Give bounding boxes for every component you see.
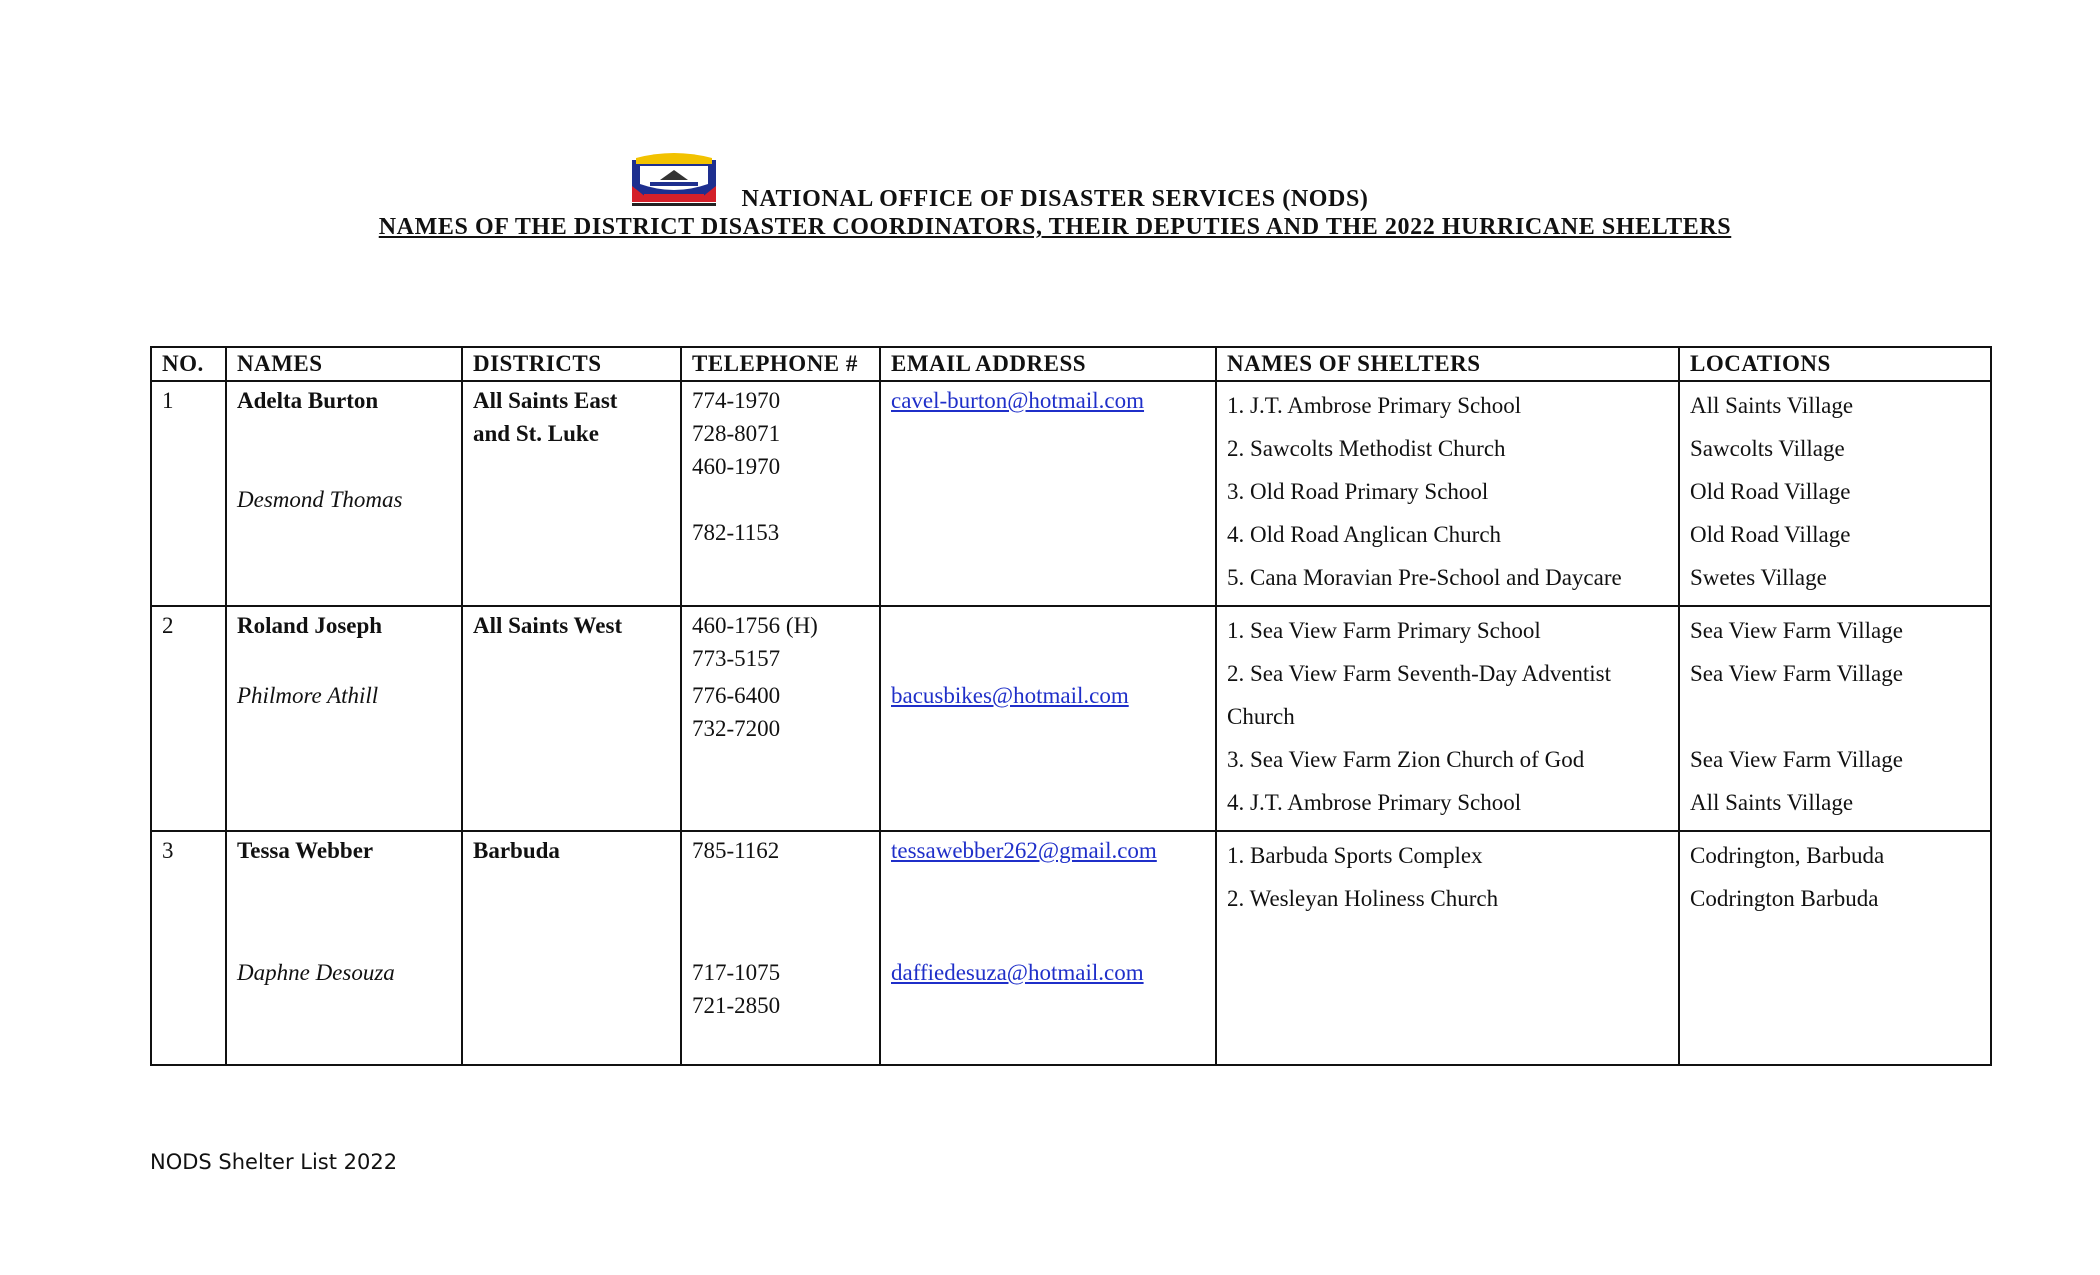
phone-number: 460-1970 [692,454,781,479]
email-link[interactable]: cavel-burton@hotmail.com [891,388,1145,413]
page-title: NATIONAL OFFICE OF DISASTER SERVICES (NODS) [741,186,1369,212]
phone-number: 460-1756 (H) [692,613,818,638]
phone-number: 785-1162 [692,838,780,863]
shelter-name: 3. Old Road Primary School [1227,479,1489,504]
phone-number: 774-1970 [692,388,781,413]
location-name: Sea View Farm Village [1690,661,1903,686]
location-name: All Saints Village [1690,393,1854,418]
phone-number: 776-6400 [692,683,781,708]
phone-number: 721-2850 [692,993,781,1018]
deputy-name: Daphne Desouza [237,960,395,985]
location-name: All Saints Village [1690,790,1854,815]
shelter-table [150,346,1992,1066]
column-header: NAMES OF SHELTERS [1216,347,1679,381]
location-name: Swetes Village [1690,565,1827,590]
page-footer: NODS Shelter List 2022 [150,1150,398,1174]
district-line: and St. Luke [473,421,599,446]
shelter-name: Church [1227,704,1295,729]
district-line: Barbuda [473,838,560,863]
names-cell [226,831,462,1065]
deputy-name: Desmond Thomas [237,487,403,512]
row-number [151,381,226,606]
row-number-text: 2 [162,613,174,638]
shelter-name: 1. Sea View Farm Primary School [1227,618,1541,643]
phone-number: 728-8071 [692,421,781,446]
phone-number: 732-7200 [692,716,781,741]
email-cell [880,831,1216,1065]
location-name: Codrington, Barbuda [1690,843,1885,868]
location-name: Old Road Village [1690,522,1851,547]
shelter-name: 1. Barbuda Sports Complex [1227,843,1483,868]
district-line: All Saints East [473,388,618,413]
phone-number: 773-5157 [692,646,781,671]
shelters-cell [1216,606,1679,831]
shelter-name: 4. J.T. Ambrose Primary School [1227,790,1522,815]
location-name [1690,695,1980,738]
table-row [151,831,1991,1065]
location-name: Sawcolts Village [1690,436,1845,461]
locations-cell [1679,606,1991,831]
coordinator-name: Adelta Burton [237,388,379,413]
district-cell [462,381,681,606]
names-cell [226,381,462,606]
names-cell [226,606,462,831]
locations-cell [1679,831,1991,1065]
shelters-cell [1216,381,1679,606]
table-header-row [151,347,1991,381]
shelter-name: 2. Sawcolts Methodist Church [1227,436,1506,461]
shelters-cell [1216,831,1679,1065]
shelter-name: 5. Cana Moravian Pre-School and Daycare [1227,565,1622,590]
coordinator-name: Roland Joseph [237,613,383,638]
shelter-name: 2. Sea View Farm Seventh-Day Adventist [1227,661,1612,686]
row-number-text: 1 [162,388,174,413]
phone-number: 782-1153 [692,520,780,545]
shelter-name: 3. Sea View Farm Zion Church of God [1227,747,1585,772]
column-header: LOCATIONS [1679,347,1991,381]
row-number [151,606,226,831]
telephone-cell [681,606,880,831]
table-row [151,381,1991,606]
email-link[interactable]: tessawebber262@gmail.com [891,838,1157,863]
email-cell [880,606,1216,831]
location-name: Codrington Barbuda [1690,886,1879,911]
email-link[interactable]: daffiedesuza@hotmail.com [891,960,1144,985]
locations-cell [1679,381,1991,606]
row-number [151,831,226,1065]
coordinator-name: Tessa Webber [237,838,374,863]
column-header: EMAIL ADDRESS [880,347,1216,381]
telephone-cell [681,831,880,1065]
column-header: TELEPHONE # [681,347,880,381]
location-name: Sea View Farm Village [1690,618,1903,643]
shelter-name: 2. Wesleyan Holiness Church [1227,886,1499,911]
table-row [151,606,1991,831]
email-cell [880,381,1216,606]
shelter-name: 1. J.T. Ambrose Primary School [1227,393,1522,418]
page-subtitle: NAMES OF THE DISTRICT DISASTER COORDINATORS, THEIR DEPUTIES AND THE 2022 HURRICANE SHELTERS [378,214,1732,240]
telephone-cell [681,381,880,606]
district-line: All Saints West [473,613,623,638]
location-name: Sea View Farm Village [1690,747,1903,772]
district-cell [462,831,681,1065]
column-header: DISTRICTS [462,347,681,381]
shelter-name: 4. Old Road Anglican Church [1227,522,1502,547]
column-header: NO. [151,347,226,381]
phone-number: 717-1075 [692,960,781,985]
deputy-name: Philmore Athill [237,683,379,708]
column-header: NAMES [226,347,462,381]
row-number-text: 3 [162,838,174,863]
district-cell [462,606,681,831]
email-link[interactable]: bacusbikes@hotmail.com [891,683,1129,708]
location-name: Old Road Village [1690,479,1851,504]
